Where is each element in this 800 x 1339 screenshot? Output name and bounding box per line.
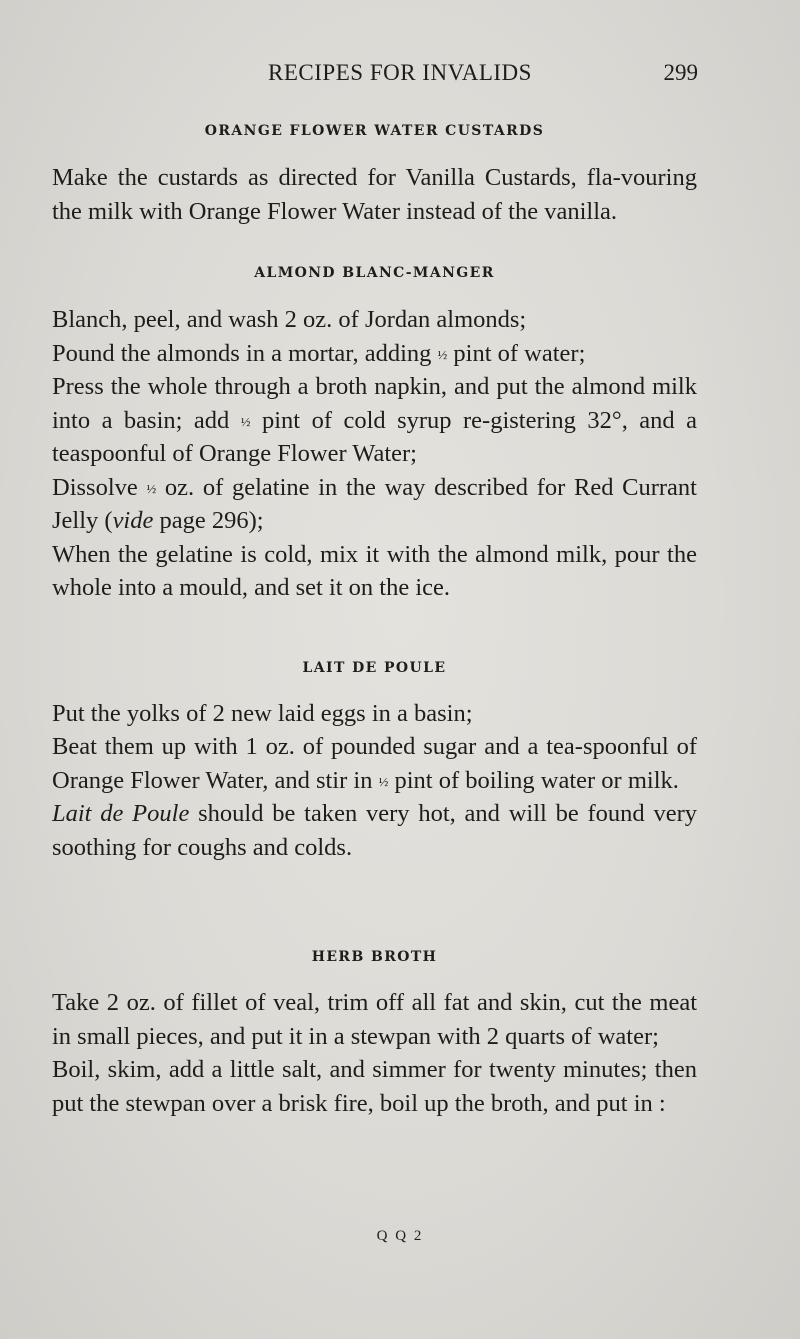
recipe-title-almond-blanc-manger: ALMOND BLANC-MANGER: [254, 265, 495, 281]
recipe-step: [52, 730, 697, 797]
step-text-italic: vide: [112, 507, 154, 534]
recipe-step: Put the yolks of 2 new laid eggs in a basin;: [52, 699, 473, 727]
printer-signature: Q Q 2: [376, 1228, 424, 1244]
step-text: pint of boiling water or milk.: [388, 766, 679, 794]
step-text: Beat them up with 1 oz. of pounded sugar and a tea-spoonful of Orange Flower Water, and stir in: [52, 733, 697, 794]
recipe-step: Boil, skim, add a little salt, and simmer for twenty minutes; then put the stewpan over a brisk fire, boil up the broth, and put in :: [52, 1056, 697, 1117]
step-text: Pound the almonds in a mortar, adding: [52, 339, 438, 367]
step-text: oz. of gelatine in the way described for Red Currant Jelly (: [52, 473, 697, 534]
recipe-step: Take 2 oz. of fillet of veal, trim off all fat and skin, cut the meat in small pieces, and put it in a stewpan with 2 quarts of water;: [52, 989, 697, 1050]
fraction-half: ½: [146, 480, 157, 496]
recipe-step: [52, 337, 697, 371]
recipe-title-lait-de-poule: LAIT DE POULE: [302, 659, 447, 676]
fraction-half: ½: [378, 773, 389, 789]
recipe-body-lait: [52, 697, 697, 865]
recipe-body-herb-broth: [52, 986, 697, 1120]
step-text: Dissolve: [52, 473, 147, 501]
recipe-title-herb-broth: HERB BROTH: [311, 949, 438, 965]
recipe-step: [52, 370, 697, 471]
recipe-text: Make the custards as directed for Vanilla Custards, fla-vouring the milk with Orange Flower Water instead of the vanilla.: [52, 164, 697, 225]
step-text: page 296);: [153, 507, 264, 534]
recipe-step: [52, 797, 697, 864]
recipe-title-orange-flower-water-custards: ORANGE FLOWER WATER CUSTARDS: [204, 123, 545, 139]
fraction-half: ½: [437, 346, 448, 362]
step-text: should be taken very hot, and will be found very soothing for coughs and colds.: [52, 800, 697, 861]
fraction-half: ½: [240, 413, 251, 429]
step-text: pint of water;: [447, 339, 586, 367]
running-title: RECIPES FOR INVALIDS: [268, 60, 532, 85]
recipe-body-almond: [52, 303, 697, 605]
running-head: [0, 60, 800, 90]
recipe-step: Blanch, peel, and wash 2 oz. of Jordan almonds;: [52, 306, 527, 333]
step-text-italic: Lait de Poule: [52, 800, 190, 827]
step-text: pint of cold syrup re-gistering 32°, and a teaspoonful of Orange Flower Water;: [52, 406, 698, 467]
recipe-step: When the gelatine is cold, mix it with the almond milk, pour the whole into a mould, and set it on the ice.: [52, 540, 697, 601]
recipe-step: [52, 471, 697, 538]
step-text: Press the whole through a broth napkin, and put the almond milk into a basin; add: [52, 373, 697, 434]
page-content: [52, 118, 697, 1120]
page-number: 299: [663, 60, 698, 85]
